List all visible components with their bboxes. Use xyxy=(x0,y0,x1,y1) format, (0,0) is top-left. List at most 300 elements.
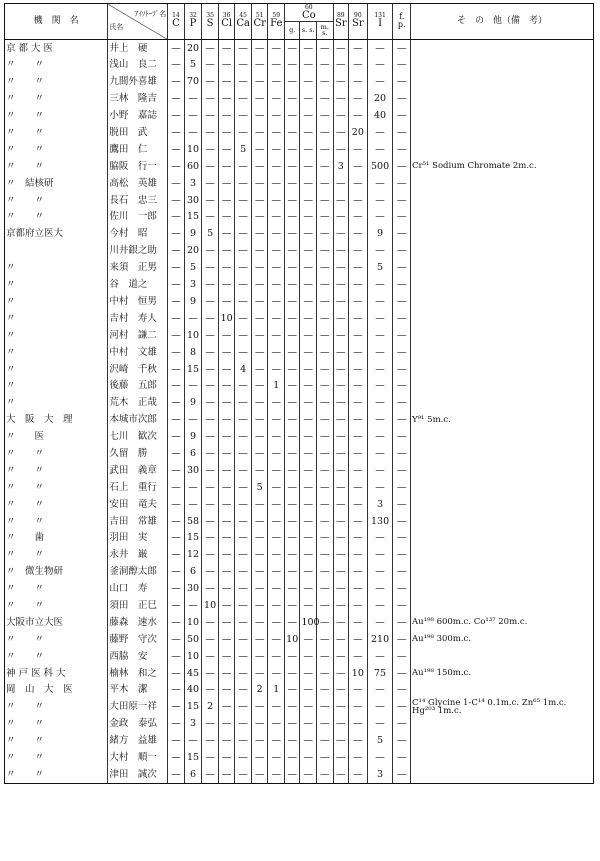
amount-cell-coms: — xyxy=(317,665,334,682)
amount-cell-ca: — xyxy=(235,276,252,293)
amount-cell-c: — xyxy=(168,293,185,310)
amount-cell-ca: — xyxy=(235,665,252,682)
table-row xyxy=(5,124,594,141)
institution-cell: 〃 xyxy=(5,378,108,395)
amount-cell-ca: — xyxy=(235,479,252,496)
amount-cell-fp: — xyxy=(393,327,411,344)
remark-cell xyxy=(411,243,594,260)
amount-cell-sr90: — xyxy=(349,445,368,462)
amount-cell-cl: — xyxy=(218,749,235,766)
amount-cell-p: 9 xyxy=(184,293,202,310)
isotope-i131-header: 131 I xyxy=(367,4,393,40)
amount-cell-coss: — xyxy=(300,733,317,750)
amount-cell-sr: — xyxy=(333,276,348,293)
amount-cell-fp: — xyxy=(393,564,411,581)
amount-cell-fe: — xyxy=(268,699,285,716)
amount-cell-c: — xyxy=(168,141,185,158)
amount-cell-coms: — xyxy=(317,513,334,530)
amount-cell-c: — xyxy=(168,682,185,699)
amount-cell-fe: — xyxy=(268,39,285,56)
amount-cell-coss: — xyxy=(300,39,317,56)
amount-cell-c: — xyxy=(168,716,185,733)
amount-cell-fe: — xyxy=(268,209,285,226)
table-row xyxy=(5,614,594,631)
institution-cell: 〃 xyxy=(5,310,108,327)
amount-cell-coms: — xyxy=(317,496,334,513)
amount-cell-p: — xyxy=(184,597,202,614)
amount-cell-fp: — xyxy=(393,361,411,378)
amount-cell-cl: — xyxy=(218,293,235,310)
institution-cell: 神 戸 医 科 大 xyxy=(5,665,108,682)
amount-cell-cr: — xyxy=(251,513,268,530)
amount-cell-i: — xyxy=(367,395,393,412)
person-name-cell: 三林 隆吉 xyxy=(108,91,168,108)
amount-cell-cr: — xyxy=(251,57,268,74)
institution-cell: 〃 結核研 xyxy=(5,175,108,192)
amount-cell-cl: — xyxy=(218,74,235,91)
amount-cell-fp: — xyxy=(393,124,411,141)
amount-cell-coss: — xyxy=(300,496,317,513)
amount-cell-p: 9 xyxy=(184,395,202,412)
table-row xyxy=(5,259,594,276)
amount-cell-cr: — xyxy=(251,749,268,766)
remark-cell xyxy=(411,226,594,243)
institution-cell: 〃 〃 xyxy=(5,733,108,750)
amount-cell-coss: — xyxy=(300,310,317,327)
table-row xyxy=(5,226,594,243)
amount-cell-sr90: — xyxy=(349,344,368,361)
remark-cell xyxy=(411,428,594,445)
table-row xyxy=(5,209,594,226)
amount-cell-s: — xyxy=(202,74,219,91)
amount-cell-ca: — xyxy=(235,428,252,445)
amount-cell-ca: — xyxy=(235,564,252,581)
amount-cell-c: — xyxy=(168,445,185,462)
co-ss-subheader: s. s. xyxy=(300,22,317,40)
amount-cell-sr90: — xyxy=(349,547,368,564)
table-row xyxy=(5,580,594,597)
amount-cell-i: — xyxy=(367,39,393,56)
amount-cell-coss: — xyxy=(300,226,317,243)
table-row xyxy=(5,107,594,124)
institution-cell: 〃 〃 xyxy=(5,107,108,124)
amount-cell-c: — xyxy=(168,411,185,428)
amount-cell-p: 10 xyxy=(184,141,202,158)
amount-cell-fe: — xyxy=(268,158,285,175)
amount-cell-ca: — xyxy=(235,175,252,192)
remark-cell xyxy=(411,57,594,74)
amount-cell-cog: — xyxy=(284,243,299,260)
amount-cell-c: — xyxy=(168,243,185,260)
amount-cell-sr: 3 xyxy=(333,158,348,175)
amount-cell-coms: — xyxy=(317,378,334,395)
institution-cell: 〃 〃 xyxy=(5,124,108,141)
amount-cell-i: — xyxy=(367,614,393,631)
amount-cell-s: — xyxy=(202,158,219,175)
amount-cell-cl: — xyxy=(218,614,235,631)
amount-cell-coms: — xyxy=(317,192,334,209)
amount-cell-p: — xyxy=(184,479,202,496)
amount-cell-coss: — xyxy=(300,175,317,192)
amount-cell-fp: — xyxy=(393,614,411,631)
amount-cell-c: — xyxy=(168,226,185,243)
amount-cell-coms: — xyxy=(317,479,334,496)
amount-cell-s: — xyxy=(202,310,219,327)
amount-cell-p: 6 xyxy=(184,564,202,581)
amount-cell-s: — xyxy=(202,733,219,750)
amount-cell-sr90: — xyxy=(349,411,368,428)
person-name-cell: 荒木 正哉 xyxy=(108,395,168,412)
amount-cell-cl: — xyxy=(218,124,235,141)
amount-cell-p: — xyxy=(184,378,202,395)
amount-cell-cl: — xyxy=(218,733,235,750)
amount-cell-coss: — xyxy=(300,124,317,141)
amount-cell-sr: — xyxy=(333,445,348,462)
amount-cell-sr: — xyxy=(333,395,348,412)
amount-cell-i: — xyxy=(367,378,393,395)
remark-cell: Y⁹¹ 5m.c. xyxy=(411,411,594,428)
amount-cell-fe: — xyxy=(268,243,285,260)
amount-cell-fe: — xyxy=(268,344,285,361)
amount-cell-cl: — xyxy=(218,682,235,699)
amount-cell-s: — xyxy=(202,479,219,496)
remarks-header: そ の 他（備 考） xyxy=(411,4,594,40)
amount-cell-cl: — xyxy=(218,192,235,209)
amount-cell-cl: — xyxy=(218,378,235,395)
amount-cell-sr: — xyxy=(333,580,348,597)
amount-cell-p: 12 xyxy=(184,547,202,564)
table-row xyxy=(5,496,594,513)
amount-cell-cog: — xyxy=(284,158,299,175)
person-name-cell: 沢崎 千秋 xyxy=(108,361,168,378)
remark-cell xyxy=(411,479,594,496)
amount-cell-i: 500 xyxy=(367,158,393,175)
isotope-cr51-header: 51 Cr xyxy=(251,4,268,40)
table-row xyxy=(5,243,594,260)
amount-cell-sr90: — xyxy=(349,141,368,158)
amount-cell-coms: — xyxy=(317,124,334,141)
amount-cell-coms: — xyxy=(317,564,334,581)
table-row xyxy=(5,293,594,310)
amount-cell-i: — xyxy=(367,243,393,260)
amount-cell-p: 15 xyxy=(184,749,202,766)
amount-cell-cl: — xyxy=(218,665,235,682)
table-row xyxy=(5,276,594,293)
amount-cell-s: — xyxy=(202,513,219,530)
table-row xyxy=(5,733,594,750)
remark-cell xyxy=(411,107,594,124)
amount-cell-fe: — xyxy=(268,361,285,378)
person-name-cell: 永井 巌 xyxy=(108,547,168,564)
amount-cell-ca: — xyxy=(235,209,252,226)
amount-cell-p: 10 xyxy=(184,614,202,631)
amount-cell-c: — xyxy=(168,361,185,378)
amount-cell-cl: — xyxy=(218,479,235,496)
amount-cell-ca: — xyxy=(235,327,252,344)
amount-cell-i: — xyxy=(367,682,393,699)
amount-cell-fe: — xyxy=(268,293,285,310)
amount-cell-p: — xyxy=(184,91,202,108)
amount-cell-s: — xyxy=(202,445,219,462)
amount-cell-sr90: — xyxy=(349,175,368,192)
amount-cell-cr: — xyxy=(251,411,268,428)
amount-cell-ca: — xyxy=(235,57,252,74)
remark-cell xyxy=(411,124,594,141)
amount-cell-cog: — xyxy=(284,310,299,327)
amount-cell-fe: — xyxy=(268,749,285,766)
amount-cell-p: 70 xyxy=(184,74,202,91)
amount-cell-ca: — xyxy=(235,614,252,631)
amount-cell-cl: — xyxy=(218,445,235,462)
amount-cell-cr: — xyxy=(251,580,268,597)
amount-cell-i: — xyxy=(367,411,393,428)
amount-cell-i: — xyxy=(367,716,393,733)
table-row xyxy=(5,699,594,716)
amount-cell-sr90: — xyxy=(349,614,368,631)
person-name-cell: 谷 道之 xyxy=(108,276,168,293)
remark-cell xyxy=(411,395,594,412)
table-row xyxy=(5,74,594,91)
amount-cell-ca: — xyxy=(235,513,252,530)
amount-cell-ca: — xyxy=(235,597,252,614)
amount-cell-c: — xyxy=(168,766,185,783)
amount-cell-sr90: — xyxy=(349,158,368,175)
remark-cell xyxy=(411,716,594,733)
amount-cell-ca: — xyxy=(235,766,252,783)
amount-cell-sr: — xyxy=(333,513,348,530)
amount-cell-cr: — xyxy=(251,547,268,564)
amount-cell-sr: — xyxy=(333,648,348,665)
amount-cell-cl: — xyxy=(218,226,235,243)
amount-cell-cl: — xyxy=(218,547,235,564)
amount-cell-fe: 1 xyxy=(268,378,285,395)
amount-cell-cog: — xyxy=(284,259,299,276)
amount-cell-fe: — xyxy=(268,648,285,665)
amount-cell-coms: — xyxy=(317,462,334,479)
amount-cell-sr90: — xyxy=(349,428,368,445)
amount-cell-sr90: — xyxy=(349,107,368,124)
person-name-cell: 来須 正男 xyxy=(108,259,168,276)
amount-cell-cog: — xyxy=(284,226,299,243)
amount-cell-cr: — xyxy=(251,699,268,716)
amount-cell-cr: — xyxy=(251,175,268,192)
amount-cell-ca: 4 xyxy=(235,361,252,378)
table-row xyxy=(5,428,594,445)
amount-cell-sr90: — xyxy=(349,462,368,479)
remark-cell xyxy=(411,276,594,293)
amount-cell-p: 6 xyxy=(184,445,202,462)
amount-cell-i: — xyxy=(367,699,393,716)
remark-cell xyxy=(411,547,594,564)
amount-cell-sr90: — xyxy=(349,496,368,513)
amount-cell-s: — xyxy=(202,327,219,344)
amount-cell-fp: — xyxy=(393,733,411,750)
amount-cell-s: 5 xyxy=(202,226,219,243)
institution-cell: 〃 xyxy=(5,293,108,310)
table-row xyxy=(5,648,594,665)
table-row xyxy=(5,445,594,462)
institution-cell: 〃 歯 xyxy=(5,530,108,547)
amount-cell-fe: — xyxy=(268,310,285,327)
amount-cell-sr90: — xyxy=(349,243,368,260)
amount-cell-coss: — xyxy=(300,513,317,530)
amount-cell-p: 40 xyxy=(184,682,202,699)
amount-cell-i: 9 xyxy=(367,226,393,243)
amount-cell-p: — xyxy=(184,124,202,141)
amount-cell-i: — xyxy=(367,344,393,361)
amount-cell-coms: — xyxy=(317,361,334,378)
amount-cell-c: — xyxy=(168,310,185,327)
table-row xyxy=(5,158,594,175)
amount-cell-cog: — xyxy=(284,276,299,293)
amount-cell-sr90: 10 xyxy=(349,665,368,682)
amount-cell-i: — xyxy=(367,293,393,310)
diag-bottom-label: 氏名 xyxy=(109,23,124,32)
amount-cell-coms: — xyxy=(317,57,334,74)
amount-cell-coms: — xyxy=(317,344,334,361)
amount-cell-cr: 2 xyxy=(251,682,268,699)
amount-cell-sr: — xyxy=(333,243,348,260)
amount-cell-sr90: — xyxy=(349,209,368,226)
amount-cell-fe: — xyxy=(268,74,285,91)
amount-cell-cr: — xyxy=(251,361,268,378)
table-row xyxy=(5,530,594,547)
amount-cell-i: — xyxy=(367,209,393,226)
amount-cell-p: 15 xyxy=(184,699,202,716)
amount-cell-c: — xyxy=(168,57,185,74)
amount-cell-coms: — xyxy=(317,428,334,445)
remark-cell xyxy=(411,91,594,108)
amount-cell-p: 3 xyxy=(184,716,202,733)
remark-cell xyxy=(411,513,594,530)
person-name-cell: 井上 硬 xyxy=(108,39,168,56)
institution-cell: 〃 〃 xyxy=(5,479,108,496)
amount-cell-fp: — xyxy=(393,344,411,361)
amount-cell-s: — xyxy=(202,580,219,597)
table-row xyxy=(5,411,594,428)
table-row xyxy=(5,327,594,344)
amount-cell-fp: — xyxy=(393,91,411,108)
amount-cell-cl: — xyxy=(218,580,235,597)
amount-cell-i: — xyxy=(367,175,393,192)
amount-cell-fe: — xyxy=(268,57,285,74)
amount-cell-ca: — xyxy=(235,699,252,716)
amount-cell-c: — xyxy=(168,276,185,293)
amount-cell-i: — xyxy=(367,327,393,344)
amount-cell-cog: — xyxy=(284,496,299,513)
amount-cell-cr: — xyxy=(251,665,268,682)
amount-cell-i: — xyxy=(367,749,393,766)
amount-cell-fp: — xyxy=(393,226,411,243)
institution-cell: 〃 xyxy=(5,395,108,412)
remark-cell xyxy=(411,580,594,597)
amount-cell-cl: — xyxy=(218,91,235,108)
amount-cell-sr90: — xyxy=(349,39,368,56)
table-row xyxy=(5,665,594,682)
amount-cell-fe: — xyxy=(268,462,285,479)
amount-cell-c: — xyxy=(168,665,185,682)
amount-cell-p: 15 xyxy=(184,209,202,226)
amount-cell-fp: — xyxy=(393,209,411,226)
amount-cell-p: 60 xyxy=(184,158,202,175)
amount-cell-cl: — xyxy=(218,259,235,276)
amount-cell-cl: 10 xyxy=(218,310,235,327)
remark-cell xyxy=(411,445,594,462)
amount-cell-s: — xyxy=(202,462,219,479)
institution-cell: 〃 〃 xyxy=(5,445,108,462)
amount-cell-p: 30 xyxy=(184,192,202,209)
institution-cell: 〃 〃 xyxy=(5,57,108,74)
amount-cell-i: — xyxy=(367,530,393,547)
person-name-cell: 安田 竜夫 xyxy=(108,496,168,513)
amount-cell-fe: — xyxy=(268,445,285,462)
amount-cell-s: — xyxy=(202,648,219,665)
amount-cell-cr: — xyxy=(251,226,268,243)
amount-cell-cl: — xyxy=(218,344,235,361)
remark-cell xyxy=(411,733,594,750)
amount-cell-c: — xyxy=(168,158,185,175)
amount-cell-s: — xyxy=(202,428,219,445)
amount-cell-fe: — xyxy=(268,614,285,631)
amount-cell-cl: — xyxy=(218,395,235,412)
amount-cell-fp: — xyxy=(393,276,411,293)
amount-cell-coss: — xyxy=(300,530,317,547)
table-header xyxy=(5,4,594,40)
institution-cell: 大阪市立大医 xyxy=(5,614,108,631)
amount-cell-cl: — xyxy=(218,327,235,344)
amount-cell-cr: — xyxy=(251,716,268,733)
amount-cell-sr: — xyxy=(333,547,348,564)
amount-cell-sr: — xyxy=(333,124,348,141)
amount-cell-c: — xyxy=(168,513,185,530)
amount-cell-fe: — xyxy=(268,226,285,243)
amount-cell-ca: — xyxy=(235,107,252,124)
amount-cell-fp: — xyxy=(393,496,411,513)
amount-cell-coss: 100 xyxy=(300,614,317,631)
amount-cell-coss: — xyxy=(300,107,317,124)
amount-cell-ca: — xyxy=(235,631,252,648)
amount-cell-ca: — xyxy=(235,445,252,462)
amount-cell-coms: — xyxy=(317,766,334,783)
amount-cell-fe: — xyxy=(268,564,285,581)
amount-cell-p: 8 xyxy=(184,344,202,361)
amount-cell-fp: — xyxy=(393,580,411,597)
amount-cell-cog: — xyxy=(284,395,299,412)
amount-cell-cog: — xyxy=(284,564,299,581)
amount-cell-cr: — xyxy=(251,766,268,783)
amount-cell-fp: — xyxy=(393,175,411,192)
amount-cell-coms: — xyxy=(317,293,334,310)
institution-cell: 大 阪 大 理 xyxy=(5,411,108,428)
amount-cell-fp: — xyxy=(393,682,411,699)
person-name-cell: 鷹田 仁 xyxy=(108,141,168,158)
institution-cell: 〃 xyxy=(5,327,108,344)
remark-cell xyxy=(411,141,594,158)
amount-cell-sr90: — xyxy=(349,293,368,310)
amount-cell-sr90: — xyxy=(349,378,368,395)
amount-cell-sr90: — xyxy=(349,733,368,750)
amount-cell-coms: — xyxy=(317,276,334,293)
amount-cell-sr90: — xyxy=(349,192,368,209)
amount-cell-sr: — xyxy=(333,378,348,395)
amount-cell-coms: — xyxy=(317,259,334,276)
amount-cell-cog: — xyxy=(284,682,299,699)
amount-cell-cl: — xyxy=(218,361,235,378)
amount-cell-sr90: — xyxy=(349,564,368,581)
institution-cell: 〃 〃 xyxy=(5,716,108,733)
amount-cell-sr: — xyxy=(333,259,348,276)
amount-cell-i: 130 xyxy=(367,513,393,530)
